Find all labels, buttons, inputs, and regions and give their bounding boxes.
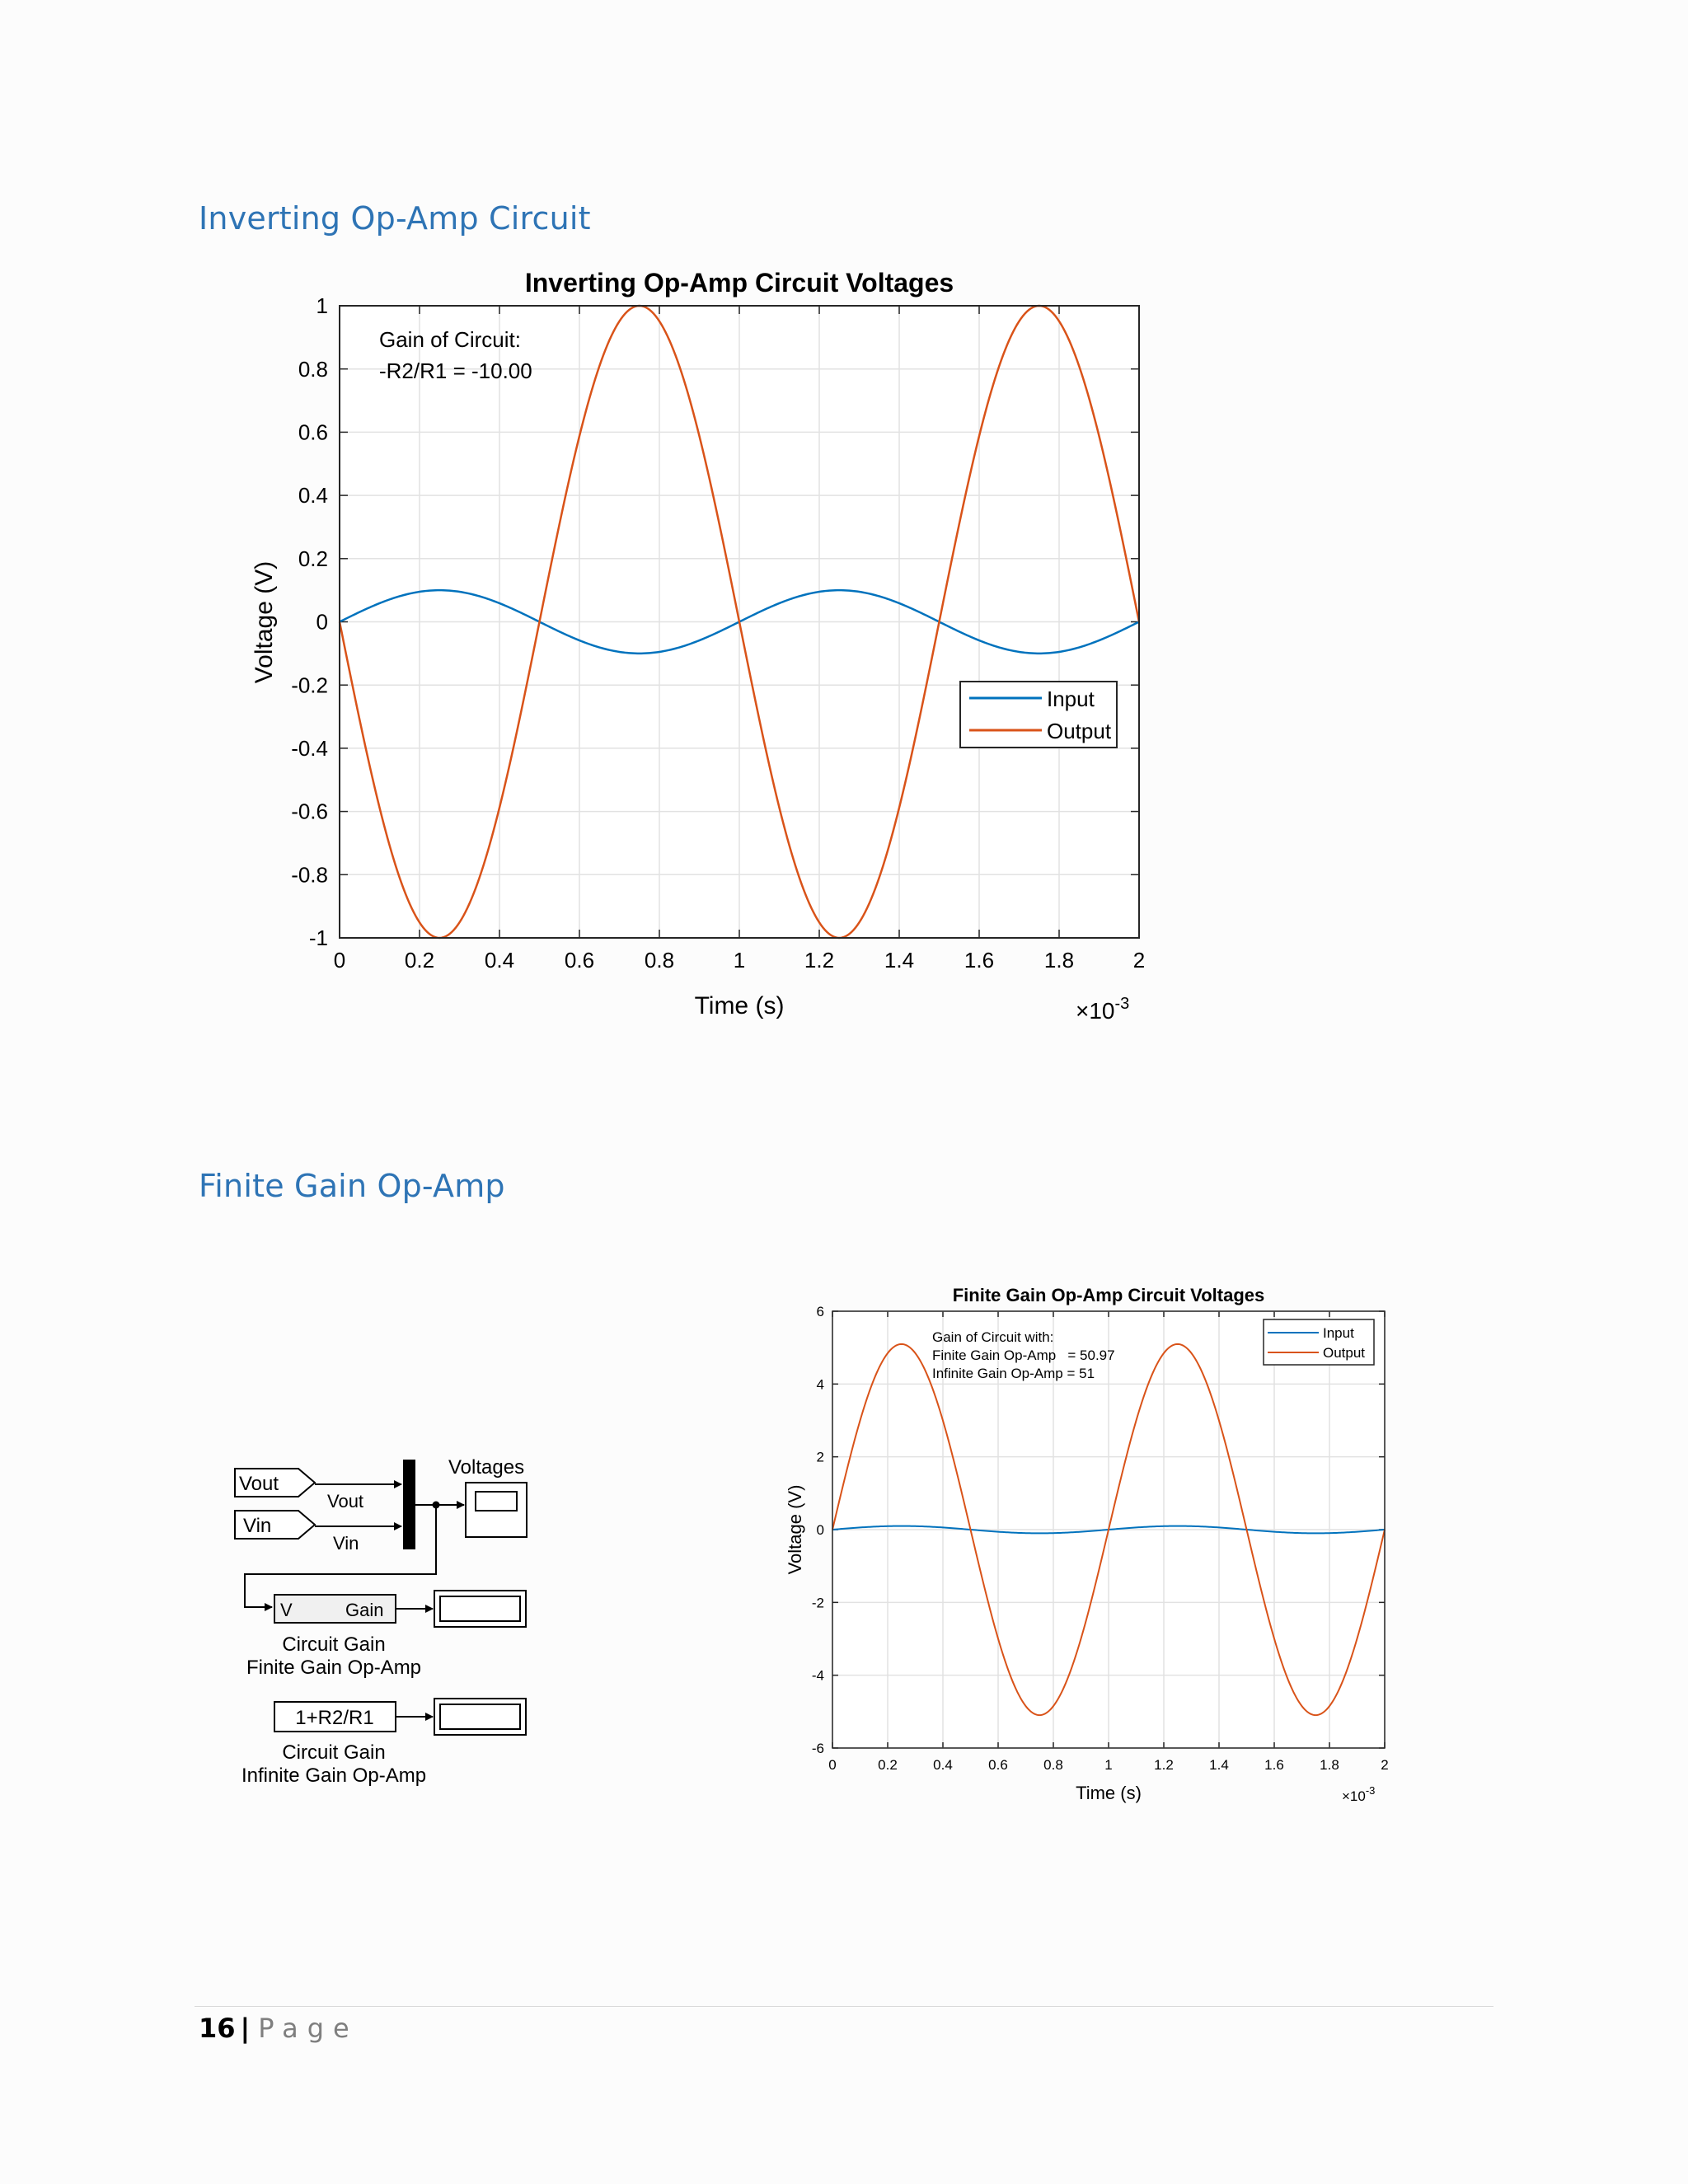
x-tick-label: 0.2 bbox=[878, 1757, 898, 1773]
y-tick-label: -0.4 bbox=[291, 736, 328, 761]
chart1-title: Inverting Op-Amp Circuit Voltages bbox=[524, 268, 954, 298]
x-tick-label: 1 bbox=[733, 948, 746, 972]
chart2-title: Finite Gain Op-Amp Circuit Voltages bbox=[952, 1285, 1265, 1305]
y-tick-label: 6 bbox=[816, 1303, 824, 1319]
constant-value: 1+R2/R1 bbox=[295, 1707, 374, 1729]
page-number: 16 bbox=[199, 2013, 236, 2044]
section-heading-inverting: Inverting Op-Amp Circuit bbox=[199, 200, 591, 237]
fcn-out-port-label: Gain bbox=[345, 1600, 384, 1620]
page-footer bbox=[199, 2013, 359, 2044]
y-tick-label: -6 bbox=[811, 1740, 824, 1756]
y-tick-label: 0.6 bbox=[298, 419, 328, 445]
y-tick-label: 1 bbox=[316, 293, 328, 319]
y-tick-label: -2 bbox=[811, 1595, 824, 1611]
section-heading-finite-gain: Finite Gain Op-Amp bbox=[199, 1168, 505, 1204]
finite-caption-1: Circuit Gain bbox=[282, 1633, 386, 1656]
y-tick-label: 0.8 bbox=[298, 356, 328, 382]
x-tick-label: 1.6 bbox=[964, 948, 995, 972]
y-tick-label: 0 bbox=[816, 1521, 824, 1538]
x-tick-label: 1.2 bbox=[1154, 1757, 1174, 1773]
chart2-legend-input-label: Input bbox=[1323, 1325, 1354, 1341]
y-tick-label: 2 bbox=[816, 1449, 824, 1465]
x-tick-label: 0 bbox=[828, 1757, 837, 1773]
x-tick-label: 1.2 bbox=[804, 948, 835, 972]
finite-caption-2: Finite Gain Op-Amp bbox=[246, 1657, 422, 1679]
mux-input-vout-label: Vout bbox=[327, 1491, 364, 1511]
y-tick-label: -0.6 bbox=[291, 799, 328, 824]
x-tick-label: 0.8 bbox=[1043, 1757, 1063, 1773]
from-vout-label: Vout bbox=[239, 1473, 279, 1495]
x-tick-label: 2 bbox=[1132, 948, 1146, 972]
x-tick-label: 0.4 bbox=[484, 948, 515, 972]
chart2-ylabel: Voltage (V) bbox=[785, 1484, 805, 1575]
y-tick-label: 0.2 bbox=[298, 546, 328, 571]
chart1-annotation-line2: -R2/R1 = -10.00 bbox=[379, 359, 532, 383]
y-tick-label: -0.2 bbox=[291, 673, 328, 698]
chart2-legend-output-label: Output bbox=[1323, 1345, 1366, 1361]
x-tick-label: 1.6 bbox=[1264, 1757, 1284, 1773]
x-tick-label: 0.4 bbox=[933, 1757, 953, 1773]
y-tick-label: 4 bbox=[816, 1376, 824, 1393]
infinite-caption-2: Infinite Gain Op-Amp bbox=[241, 1765, 427, 1787]
x-tick-label: 1.8 bbox=[1320, 1757, 1339, 1773]
page-word: Page bbox=[258, 2013, 359, 2044]
x-tick-label: 1.4 bbox=[1209, 1757, 1229, 1773]
mux-input-vin-label: Vin bbox=[333, 1533, 359, 1554]
footer-divider bbox=[195, 2006, 1493, 2007]
chart2-annotation-line2: Finite Gain Op-Amp = 50.97 bbox=[932, 1347, 1115, 1363]
chart2-annotation-line3: Infinite Gain Op-Amp = 51 bbox=[932, 1366, 1095, 1381]
x-tick-label: 0.8 bbox=[644, 948, 675, 972]
chart1-ylabel: Voltage (V) bbox=[251, 560, 278, 684]
chart2-xlabel: Time (s) bbox=[1076, 1783, 1142, 1803]
x-tick-label: 0.6 bbox=[564, 948, 595, 972]
chart1-x-exponent: $\times 10^{-3}$ bbox=[1076, 995, 1130, 1024]
chart1-xlabel: Time (s) bbox=[694, 992, 785, 1019]
infinite-caption-1: Circuit Gain bbox=[282, 1741, 386, 1764]
y-tick-label: -1 bbox=[308, 926, 328, 951]
y-tick-label: -4 bbox=[811, 1667, 824, 1684]
y-tick-label: 0.4 bbox=[298, 483, 328, 509]
x-tick-label: 2 bbox=[1381, 1757, 1389, 1773]
x-tick-label: 1.8 bbox=[1043, 948, 1075, 972]
fcn-in-port-label: V bbox=[280, 1600, 293, 1620]
chart2-x-exponent: $\times 10^{-3}$ bbox=[1342, 1784, 1376, 1804]
x-tick-label: 0.2 bbox=[404, 948, 435, 972]
chart2-annotation-line1: Gain of Circuit with: bbox=[932, 1329, 1054, 1345]
chart1-legend-input-label: Input bbox=[1047, 687, 1095, 711]
x-tick-label: 1.4 bbox=[884, 948, 915, 972]
chart1-legend-output-label: Output bbox=[1047, 719, 1112, 743]
y-tick-label: -0.8 bbox=[291, 862, 328, 888]
chart2-legend bbox=[1264, 1319, 1374, 1365]
x-tick-label: 0 bbox=[333, 948, 346, 972]
from-vin-label: Vin bbox=[243, 1515, 272, 1537]
scope-voltages-label: Voltages bbox=[448, 1456, 525, 1479]
footer-separator: | bbox=[240, 2013, 251, 2044]
x-tick-label: 1 bbox=[1104, 1757, 1113, 1773]
chart1-annotation-line1: Gain of Circuit: bbox=[379, 327, 521, 352]
y-tick-label: 0 bbox=[316, 609, 328, 635]
x-tick-label: 0.6 bbox=[988, 1757, 1008, 1773]
